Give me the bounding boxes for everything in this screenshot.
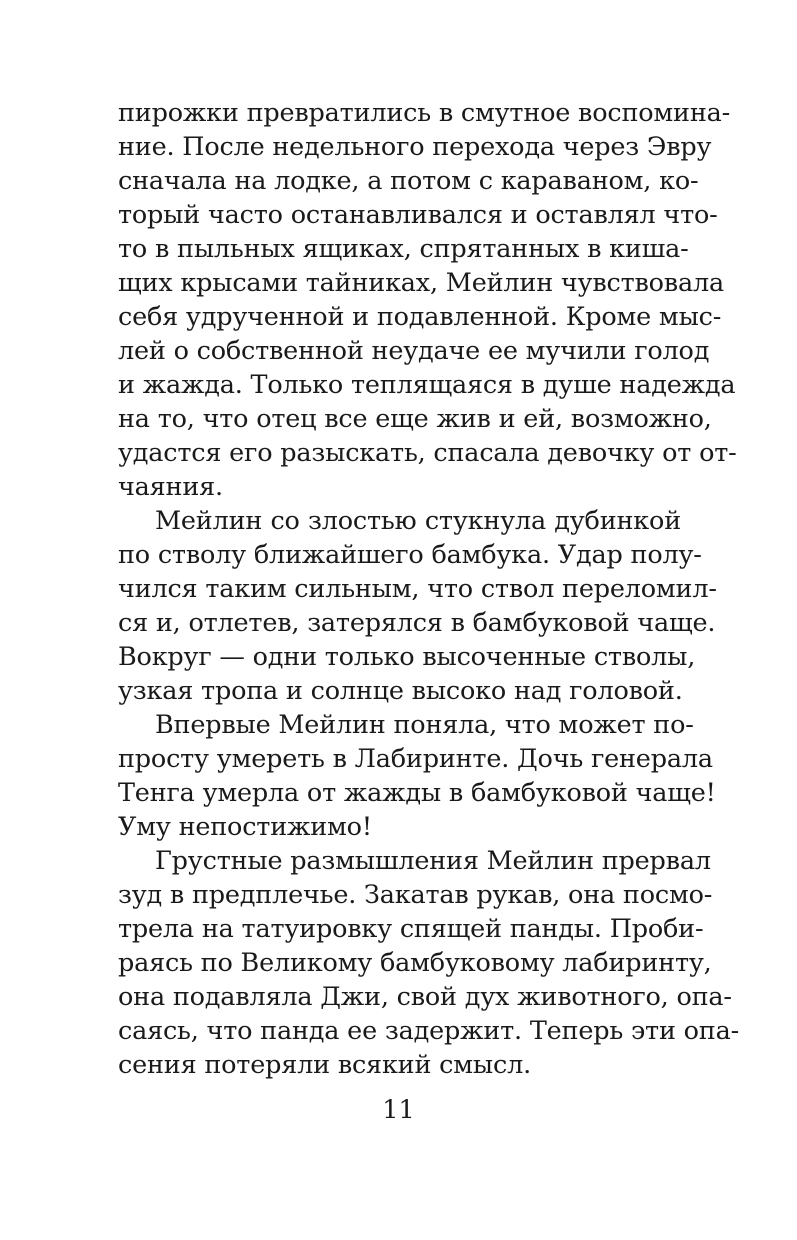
- text-line: Тенга умерла от жажды в бамбуковой чаще!: [118, 778, 716, 808]
- text-line: Грустные размышления Мейлин прервал: [155, 846, 711, 876]
- text-line: удастся его разыскать, спасала девочку от от-: [118, 438, 737, 468]
- text-line: ся и, отлетев, затерялся в бамбуковой чаще.: [118, 608, 716, 638]
- text-line: щих крысами тайниках, Мейлин чувствовала: [118, 268, 724, 298]
- text-line: она подавляла Джи, свой дух животного, опа-: [118, 982, 732, 1012]
- text-line: просту умереть в Лабиринте. Дочь генерала: [118, 744, 713, 774]
- text-line: чаяния.: [118, 472, 223, 502]
- text-line: лей о собственной неудаче ее мучили голод: [118, 336, 710, 366]
- text-line: по стволу ближайшего бамбука. Удар полу-: [118, 540, 702, 570]
- text-line: пирожки превратились в смутное воспомина-: [118, 98, 731, 128]
- text-line: Впервые Мейлин поняла, что может по-: [155, 710, 694, 740]
- text-line: саясь, что панда ее задержит. Теперь эти опа-: [118, 1016, 740, 1046]
- text-line: на то, что отец все еще жив и ей, возможно,: [118, 404, 712, 434]
- text-line: трела на татуировку спящей панды. Проби-: [118, 914, 704, 944]
- text-line: узкая тропа и солнце высоко над головой.: [118, 676, 683, 706]
- text-line: и жажда. Только теплящаяся в душе надежда: [118, 370, 736, 400]
- text-line: себя удрученной и подавленной. Кроме мыс-: [118, 302, 722, 332]
- text-line: чился таким сильным, что ствол переломил-: [118, 574, 717, 604]
- page-text: [118, 96, 740, 1156]
- page-number: 11: [382, 1095, 415, 1125]
- text-line: сения потеряли всякий смысл.: [118, 1050, 531, 1080]
- text-line: раясь по Великому бамбуковому лабиринту,: [118, 948, 712, 978]
- text-line: то в пыльных ящиках, спрятанных в киша-: [118, 234, 689, 264]
- text-line: Мейлин со злостью стукнула дубинкой: [155, 506, 681, 536]
- text-line: зуд в предплечье. Закатав рукав, она посмо-: [118, 880, 713, 910]
- text-line: торый часто останавливался и оставлял что-: [118, 200, 718, 230]
- text-line: Вокруг — одни только высоченные стволы,: [118, 642, 696, 672]
- text-line: ние. После недельного перехода через Эвру: [118, 132, 712, 162]
- text-line: сначала на лодке, а потом с караваном, ко-: [118, 166, 699, 196]
- text-line: Уму непостижимо!: [118, 812, 372, 842]
